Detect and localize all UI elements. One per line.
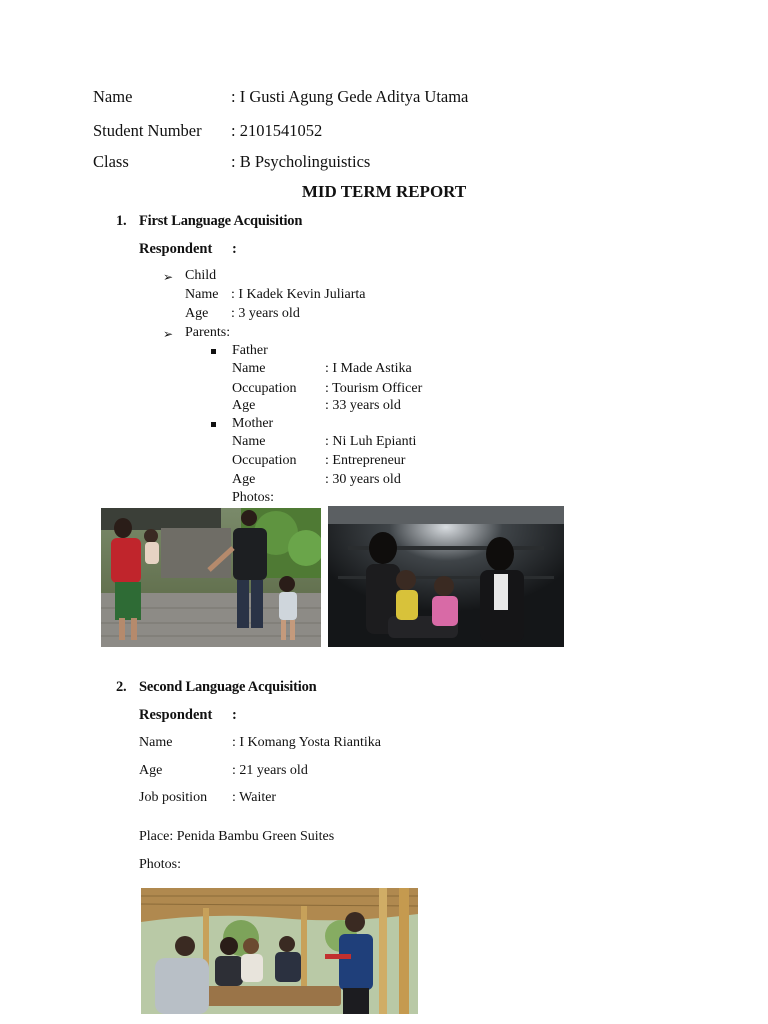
respondent-name-label: Name bbox=[139, 735, 173, 750]
mother-name-value: : Ni Luh Epianti bbox=[325, 434, 417, 449]
section1-respondent-label: Respondent bbox=[139, 241, 213, 257]
father-label: Father bbox=[232, 343, 268, 358]
section1-heading: First Language Acquisition bbox=[139, 213, 303, 229]
section2-heading: Second Language Acquisition bbox=[139, 679, 317, 695]
family-outdoor-photo bbox=[101, 508, 321, 647]
child-label: Child bbox=[185, 268, 217, 283]
father-age-value: : 33 years old bbox=[325, 398, 401, 413]
respondent-name-value: : I Komang Yosta Riantika bbox=[232, 735, 381, 750]
family-indoor-photo bbox=[328, 506, 564, 647]
parents-label: Parents: bbox=[185, 325, 231, 340]
class-value: : B Psycholinguistics bbox=[231, 152, 371, 171]
child-name-value: : I Kadek Kevin Juliarta bbox=[231, 287, 366, 302]
father-name-label: Name bbox=[232, 361, 266, 376]
square-bullet-icon bbox=[211, 349, 216, 354]
section2-number: 2. bbox=[116, 679, 127, 695]
section2-photos-label: Photos: bbox=[139, 857, 182, 872]
respondent-age-value: : 21 years old bbox=[232, 763, 308, 778]
father-name-value: : I Made Astika bbox=[325, 361, 412, 376]
mother-age-value: : 30 years old bbox=[325, 472, 401, 487]
mother-occupation-label: Occupation bbox=[232, 453, 297, 468]
section1-respondent-colon: : bbox=[232, 241, 237, 257]
mother-occupation-value: : Entrepreneur bbox=[325, 453, 406, 468]
father-occupation-value: : Tourism Officer bbox=[325, 381, 423, 396]
section2-respondent-label: Respondent bbox=[139, 707, 213, 723]
father-age-label: Age bbox=[232, 398, 256, 413]
child-name-label: Name bbox=[185, 287, 219, 302]
restaurant-photo bbox=[141, 888, 418, 1014]
section1-photos-label: Photos: bbox=[232, 490, 275, 505]
section2-respondent-colon: : bbox=[232, 707, 237, 723]
student-number-label: Student Number bbox=[93, 121, 202, 140]
report-title: MID TERM REPORT bbox=[301, 182, 467, 201]
father-occupation-label: Occupation bbox=[232, 381, 297, 396]
respondent-age-label: Age bbox=[139, 763, 163, 778]
child-age-label: Age bbox=[185, 306, 209, 321]
class-label: Class bbox=[93, 152, 129, 171]
mother-label: Mother bbox=[232, 416, 274, 431]
name-value: : I Gusti Agung Gede Aditya Utama bbox=[231, 87, 469, 106]
student-number-value: : 2101541052 bbox=[231, 121, 323, 140]
mother-age-label: Age bbox=[232, 472, 256, 487]
job-position-label: Job position bbox=[139, 790, 208, 805]
name-label: Name bbox=[93, 87, 133, 106]
arrow-bullet-icon: ➢ bbox=[163, 270, 174, 284]
job-position-value: : Waiter bbox=[232, 790, 277, 805]
square-bullet-icon bbox=[211, 422, 216, 427]
arrow-bullet-icon: ➢ bbox=[163, 327, 174, 341]
child-age-value: : 3 years old bbox=[231, 306, 300, 321]
mother-name-label: Name bbox=[232, 434, 266, 449]
section1-number: 1. bbox=[116, 213, 127, 229]
place-text: Place: Penida Bambu Green Suites bbox=[139, 829, 335, 844]
